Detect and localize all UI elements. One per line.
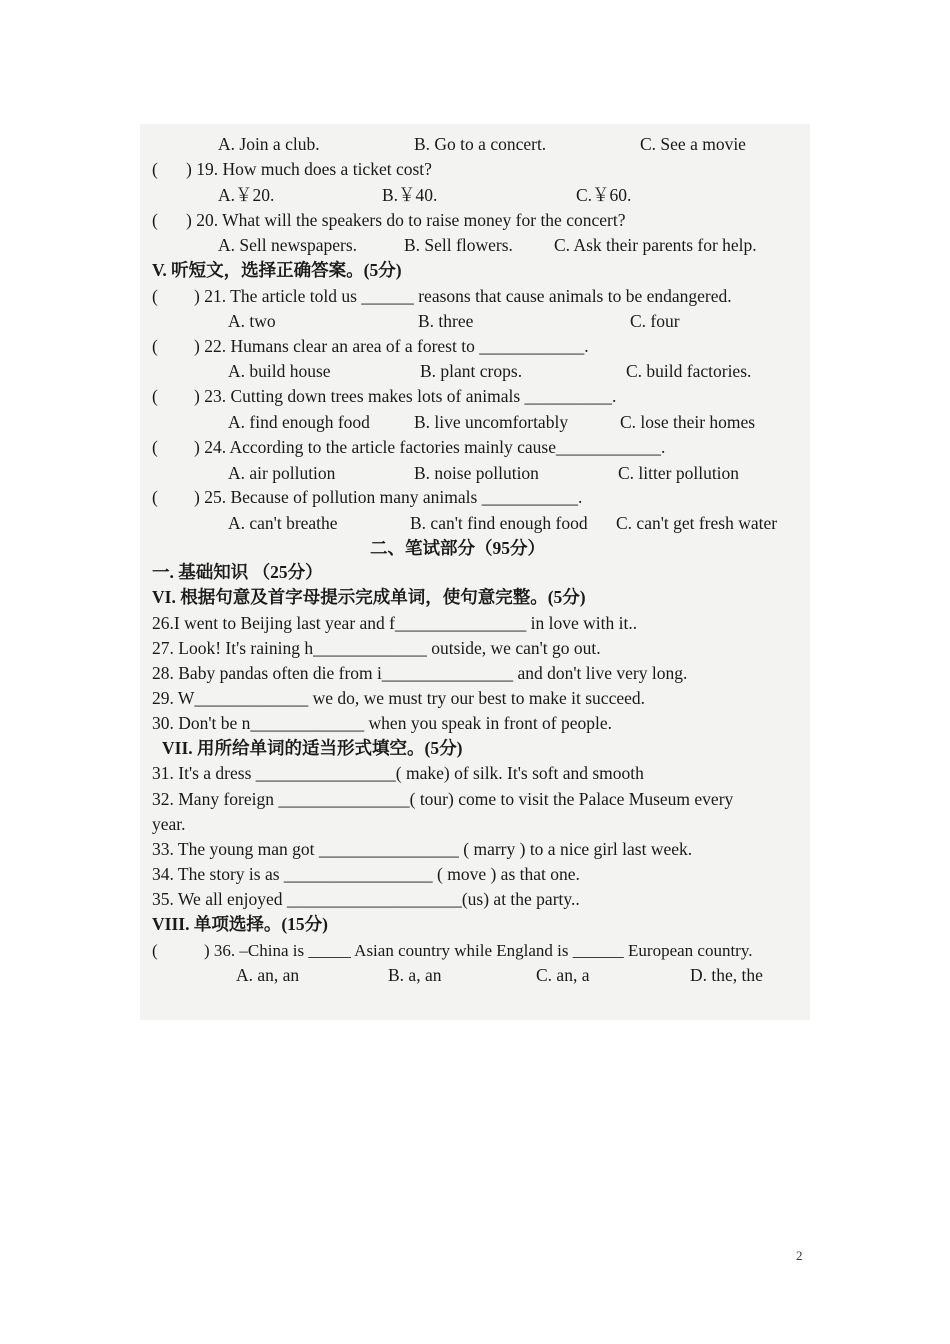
q21-option-c: C. four — [630, 311, 680, 331]
q22-option-c: C. build factories. — [626, 361, 752, 381]
q23-option-b: B. live uncomfortably — [414, 412, 569, 432]
section-vii-heading: VII. 用所给单词的适当形式填空。(5分) — [162, 738, 463, 758]
answer-bracket: ( — [152, 487, 158, 507]
q22-option-b: B. plant crops. — [420, 361, 523, 381]
written-part-heading: 二、笔试部分（95分） — [370, 538, 545, 558]
q36-option-b: B. a, an — [388, 965, 442, 985]
q36-option-d: D. the, the — [690, 965, 763, 985]
q20-option-b: B. Sell flowers. — [404, 235, 513, 255]
q19-option-a: A.￥20. — [218, 185, 275, 205]
section-vi-heading: VI. 根据句意及首字母提示完成单词，使句意完整。(5分) — [152, 587, 586, 607]
q36-text: ) 36. –China is _____ Asian country while England is ______ European country. — [204, 941, 753, 960]
q26-item: 26.I went to Beijing last year and f_______________ in love with it.. — [152, 613, 638, 633]
q32-item: 32. Many foreign _______________( tour) come to visit the Palace Museum every — [152, 789, 734, 809]
q21-option-a: A. two — [228, 311, 276, 331]
q24-option-a: A. air pollution — [228, 463, 336, 483]
answer-bracket: ( — [152, 386, 158, 406]
q27-item: 27. Look! It's raining h_____________ outside, we can't go out. — [152, 638, 601, 658]
q25-option-b: B. can't find enough food — [410, 513, 588, 533]
q29-item: 29. W_____________ we do, we must try our best to make it succeed. — [152, 688, 645, 708]
answer-bracket: ( — [152, 941, 158, 960]
answer-bracket: ( — [152, 437, 158, 457]
q21-option-b: B. three — [418, 311, 474, 331]
answer-bracket: ( — [152, 210, 158, 230]
q23-text: ) 23. Cutting down trees makes lots of animals __________. — [194, 386, 617, 406]
q35-item: 35. We all enjoyed ____________________(us) at the party.. — [152, 889, 580, 909]
q20-option-a: A. Sell newspapers. — [218, 235, 358, 255]
q18-option-a: A. Join a club. — [218, 134, 320, 154]
q23-option-a: A. find enough food — [228, 412, 370, 432]
q25-option-c: C. can't get fresh water — [616, 513, 778, 533]
q36-option-c: C. an, a — [536, 965, 590, 985]
q33-item: 33. The young man got ________________ ( marry ) to a nice girl last week. — [152, 839, 693, 859]
q19-text: ) 19. How much does a ticket cost? — [186, 159, 432, 179]
q28-item: 28. Baby pandas often die from i_______________ and don't live very long. — [152, 663, 688, 683]
q34-item: 34. The story is as _________________ ( move ) as that one. — [152, 864, 580, 884]
q18-option-c: C. See a movie — [640, 134, 746, 154]
q20-text: ) 20. What will the speakers do to raise money for the concert? — [186, 210, 626, 230]
q18-option-b: B. Go to a concert. — [414, 134, 547, 154]
q19-option-b: B.￥40. — [382, 185, 438, 205]
q23-option-c: C. lose their homes — [620, 412, 756, 432]
q19-option-c: C.￥60. — [576, 185, 632, 205]
basics-heading: 一. 基础知识 （25分） — [152, 562, 323, 582]
q22-text: ) 22. Humans clear an area of a forest to ____________. — [194, 336, 589, 356]
q24-text: ) 24. According to the article factories mainly cause____________. — [194, 437, 666, 457]
page-number: 2 — [796, 1248, 803, 1263]
q36-option-a: A. an, an — [236, 965, 300, 985]
q25-text: ) 25. Because of pollution many animals ___________. — [194, 487, 583, 507]
q24-option-b: B. noise pollution — [414, 463, 539, 483]
q31-item: 31. It's a dress ________________( make) of silk. It's soft and smooth — [152, 763, 644, 783]
q25-option-a: A. can't breathe — [228, 513, 338, 533]
section-viii-heading: VIII. 单项选择。(15分) — [152, 914, 328, 934]
q20-option-c: C. Ask their parents for help. — [554, 235, 757, 255]
answer-bracket: ( — [152, 159, 158, 179]
answer-bracket: ( — [152, 286, 158, 306]
q24-option-c: C. litter pollution — [618, 463, 740, 483]
q32-continuation: year. — [152, 814, 186, 834]
answer-bracket: ( — [152, 336, 158, 356]
section-v-heading: V. 听短文，选择正确答案。(5分) — [152, 260, 402, 280]
q22-option-a: A. build house — [228, 361, 331, 381]
q21-text: ) 21. The article told us ______ reasons that cause animals to be endangered. — [194, 286, 732, 306]
q30-item: 30. Don't be n_____________ when you speak in front of people. — [152, 713, 613, 733]
